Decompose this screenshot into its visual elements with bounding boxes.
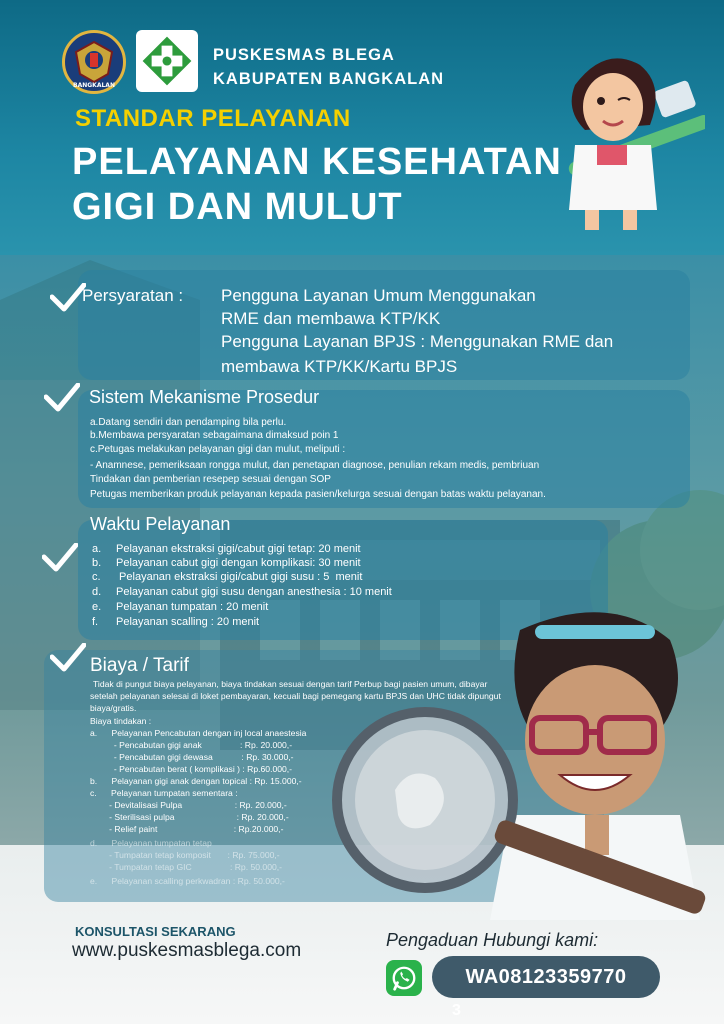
waktu-item [92, 601, 268, 613]
waktu-item [92, 543, 361, 555]
pengaduan-label: Pengaduan Hubungi kami: [386, 930, 599, 950]
waktu-item [92, 586, 392, 598]
waktu-item-text: Pelayanan tumpatan : 20 menit [116, 601, 269, 613]
persyaratan-line: membawa KTP/KK/Kartu BPJS [221, 357, 458, 376]
biaya-intro: Tidak di pungut biaya pelayanan, biaya tindakan sesuai dengan tarif Perbup bagi pasien umum, dibayar [93, 679, 488, 689]
prosedur-line: a.Datang sendiri dan pendamping bila perlu. [90, 417, 287, 428]
biaya-line: - Devitalisasi Pulpa : Rp. 20.000,- [90, 800, 287, 810]
waktu-item-text: Pelayanan cabut gigi dengan komplikasi: 30 menit [116, 557, 361, 569]
waktu-item-letter: a. [92, 543, 102, 555]
biaya-line: c. Pelayanan tumpatan sementara : [90, 788, 238, 798]
dentist-woman-illustration [545, 45, 705, 235]
biaya-intro: setelah pelayanan selesai di loket pembayaran, kecuali bagi pemegang kartu BPJS dan UHC tidak dipungut [90, 691, 501, 701]
seal-text: BANGKALAN [73, 82, 115, 89]
waktu-item [92, 571, 362, 583]
waktu-item-letter: d. [92, 586, 102, 598]
persyaratan-label: Persyaratan : [82, 286, 184, 305]
biaya-line: - Pencabutan gigi dewasa : Rp. 30.000,- [90, 752, 294, 762]
org-line-2: KABUPATEN BANGKALAN [213, 70, 445, 88]
biaya-line: e. Pelayanan scalling perkwadran : Rp. 50.000,- [90, 876, 285, 886]
title-line-2: GIGI DAN MULUT [72, 186, 403, 228]
waktu-title: Waktu Pelayanan [90, 514, 231, 534]
waktu-item-letter: f. [92, 616, 99, 628]
waktu-item-text: Pelayanan cabut gigi susu dengan anesthesia : 10 menit [116, 586, 392, 598]
website-link[interactable]: www.puskesmasblega.com [72, 940, 302, 961]
page-number: 3 [452, 1002, 461, 1019]
persyaratan-line: Pengguna Layanan Umum Menggunakan [221, 286, 536, 305]
biaya-intro: biaya/gratis. [90, 703, 137, 713]
waktu-item-letter: b. [92, 557, 102, 569]
waktu-item [92, 557, 361, 569]
biaya-line: - Pencabutan gigi anak : Rp. 20.000,- [90, 740, 293, 750]
prosedur-line: - Anamnese, pemeriksaan rongga mulut, dan penetapan diagnose, penulian rekam medis, pembriuan [90, 460, 540, 471]
biaya-line: - Relief paint : Rp.20.000,- [90, 824, 284, 834]
prosedur-line: Tindakan dan pemberian resepep sesuai dengan SOP [90, 474, 331, 485]
prosedur-line: Petugas memberikan produk pelayanan kepada pasien/kelurga sesuai dengan batas waktu pelayanan. [90, 489, 546, 500]
check-icon [42, 543, 78, 573]
whatsapp-number-button[interactable]: WA08123359770 [432, 956, 660, 998]
biaya-line: Biaya tindakan : [90, 716, 152, 726]
biaya-title: Biaya / Tarif [90, 655, 189, 676]
prosedur-title: Sistem Mekanisme Prosedur [89, 387, 320, 407]
waktu-item-text: Pelayanan scalling : 20 menit [116, 616, 260, 628]
biaya-line: d. Pelayanan tumpatan tetap [90, 838, 212, 848]
header-logos [62, 30, 198, 94]
biaya-line: - Tumpatan tetap GIC : Rp. 50.000,- [90, 862, 283, 872]
check-icon [44, 383, 80, 413]
waktu-item [92, 616, 259, 628]
title-line-1: PELAYANAN KESEHATAN [72, 141, 562, 183]
prosedur-line: b.Membawa persyaratan sebagaimana dimaksud poin 1 [90, 430, 339, 441]
whatsapp-icon[interactable] [386, 960, 422, 996]
check-icon [50, 643, 86, 673]
check-icon [50, 283, 86, 313]
kabupaten-seal-logo [62, 30, 126, 94]
subtitle: STANDAR PELAYANAN [75, 105, 351, 132]
konsultasi-label: KONSULTASI SEKARANG [75, 924, 236, 939]
biaya-line: - Sterilisasi pulpa : Rp. 20.000,- [90, 812, 289, 822]
waktu-item-text: Pelayanan ekstraksi gigi/cabut gigi susu : 5 menit [116, 571, 363, 583]
biaya-line: b. Pelayanan gigi anak dengan topical : Rp. 15.000,- [90, 776, 302, 786]
organization-name [213, 43, 444, 91]
biaya-line: - Tumpatan tetap komposit : Rp. 75.000,- [90, 850, 280, 860]
puskesmas-cross-logo [136, 30, 198, 92]
page-title [72, 140, 562, 230]
waktu-item-text: Pelayanan ekstraksi gigi/cabut gigi tetap: 20 menit [116, 543, 361, 555]
persyaratan-line: RME dan membawa KTP/KK [221, 309, 441, 328]
prosedur-line: c.Petugas melakukan pelayanan gigi dan mulut, meliputi : [90, 444, 346, 455]
org-line-1: PUSKESMAS BLEGA [213, 46, 395, 64]
waktu-item-letter: c. [92, 571, 101, 583]
dentist-magnifier-illustration [310, 600, 720, 920]
persyaratan-line: Pengguna Layanan BPJS : Menggunakan RME dan [221, 332, 614, 351]
biaya-line: - Pencabutan berat ( komplikasi ) : Rp.60.000,- [90, 764, 293, 774]
waktu-item-letter: e. [92, 601, 102, 613]
biaya-line: a. Pelayanan Pencabutan dengan inj local anaestesia [90, 728, 307, 738]
